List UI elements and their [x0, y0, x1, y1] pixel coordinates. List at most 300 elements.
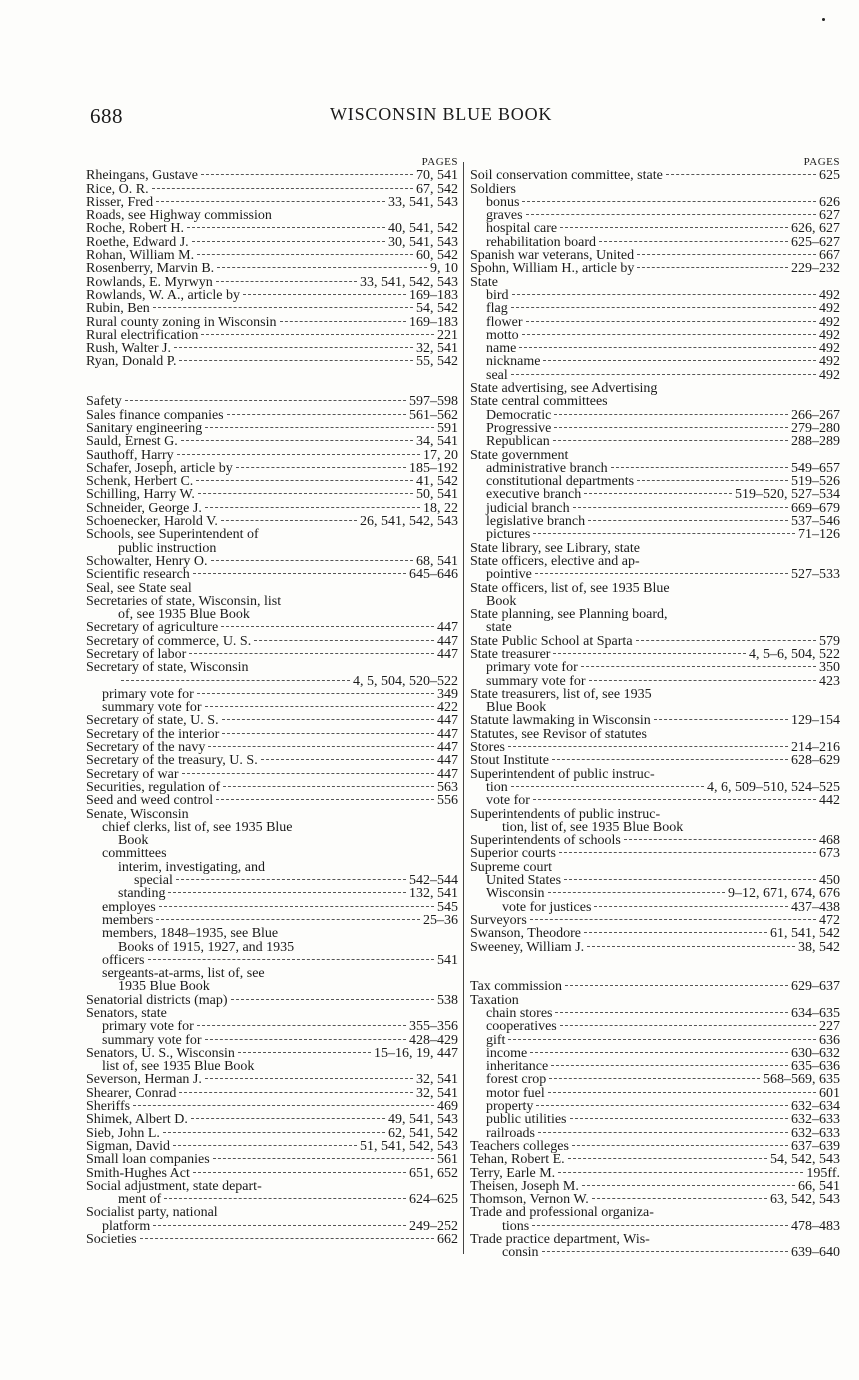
dot-leader	[164, 1198, 406, 1199]
entry-pages: 40, 541, 542	[388, 222, 458, 236]
dot-leader	[153, 1225, 406, 1226]
entry-pages: 66, 541	[798, 1179, 840, 1194]
entry-pages: 55, 542	[416, 355, 458, 369]
entry-term: Schoenecker, Harold V.	[86, 515, 218, 529]
column-divider	[463, 162, 464, 1254]
index-entry	[86, 1127, 458, 1140]
entry-list	[470, 169, 840, 1259]
dot-leader	[205, 507, 420, 508]
index-entry	[470, 808, 840, 821]
entry-term: pointive	[486, 568, 532, 582]
entry-pages: 18, 22	[423, 501, 458, 516]
dot-leader	[654, 719, 788, 720]
index-entry	[86, 954, 458, 967]
dot-leader	[261, 759, 434, 760]
entry-pages: 51, 541, 542, 543	[360, 1139, 458, 1154]
entry-pages: 492	[819, 368, 840, 383]
entry-pages: 442	[819, 794, 840, 808]
entry-pages: 25–36	[423, 913, 458, 928]
entry-term: Book	[118, 834, 149, 848]
dot-leader	[197, 1025, 406, 1026]
dot-leader	[548, 892, 725, 893]
section-gap	[86, 369, 458, 396]
entry-term: Statute lawmaking in Wisconsin	[470, 714, 651, 728]
entry-term: nickname	[486, 355, 541, 369]
entry-pages: 229–232	[791, 262, 840, 276]
dot-leader	[526, 321, 816, 322]
entry-term: Surveyors	[470, 913, 527, 928]
entry-term: employes	[102, 900, 156, 914]
index-entry	[86, 302, 458, 315]
dot-leader	[584, 493, 732, 494]
entry-term: flower	[486, 315, 523, 329]
entry-pages: 469	[437, 1100, 458, 1114]
entry-pages: 519–520, 527–534	[735, 488, 840, 502]
entry-term: platform	[102, 1219, 151, 1234]
entry-pages: 673	[819, 847, 840, 861]
index-column-left	[86, 156, 458, 1246]
entry-pages: 651, 652	[409, 1166, 458, 1180]
entry-term: sergeants-at-arms, list of, see	[102, 967, 265, 981]
entry-pages: 630–632	[791, 1046, 840, 1061]
index-entry	[86, 847, 458, 860]
entry-term: Blue Book	[486, 701, 547, 715]
entry-pages: 437–438	[791, 900, 840, 914]
index-entry	[470, 1020, 840, 1033]
entry-term: primary vote for	[102, 687, 194, 702]
entry-pages: 49, 541, 543	[388, 1113, 458, 1127]
index-entry	[86, 967, 458, 980]
entry-term: Secretary of state, U. S.	[86, 714, 219, 728]
entry-pages: 288–289	[791, 435, 840, 449]
index-entry	[86, 728, 458, 741]
dot-leader	[173, 1145, 357, 1146]
index-entry	[86, 555, 458, 568]
entry-term: Schafer, Joseph, article by	[86, 461, 233, 476]
entry-term: bonus	[486, 195, 520, 210]
entry-term: flag	[486, 302, 508, 316]
entry-term: constitutional departments	[486, 475, 635, 489]
entry-pages: 26, 541, 542, 543	[360, 515, 458, 529]
index-entry	[86, 688, 458, 701]
dot-leader	[163, 1132, 385, 1133]
index-entry	[86, 608, 458, 621]
entry-term: legislative branch	[486, 515, 586, 529]
index-entry	[86, 582, 458, 595]
dot-leader	[217, 267, 427, 268]
entry-pages: 492	[819, 302, 840, 316]
entry-term: cooperatives	[486, 1020, 557, 1034]
index-entry	[86, 927, 458, 940]
dot-leader	[533, 799, 816, 800]
index-entry	[86, 1167, 458, 1180]
entry-term: Societies	[86, 1233, 137, 1247]
index-entry	[86, 980, 458, 993]
entry-pages: 68, 541	[416, 554, 458, 569]
index-entry	[470, 289, 840, 302]
dot-leader	[624, 839, 816, 840]
dot-leader	[174, 347, 413, 348]
index-entry	[470, 768, 840, 781]
entry-pages: 195ff.	[806, 1166, 840, 1180]
entry-term: Small loan companies	[86, 1153, 210, 1167]
index-entry	[86, 701, 458, 714]
entry-term: Seal, see State seal	[86, 581, 192, 595]
dot-leader	[216, 799, 434, 800]
entry-term: inheritance	[486, 1060, 549, 1074]
entry-pages: 9–12, 671, 674, 676	[728, 887, 840, 901]
index-entry	[470, 621, 840, 634]
dot-leader	[551, 1065, 788, 1066]
entry-term: tion	[486, 780, 508, 795]
entry-term: hospital care	[486, 222, 558, 236]
dot-leader	[211, 560, 413, 561]
section-gap	[470, 954, 840, 981]
dot-leader	[553, 653, 746, 654]
entry-pages: 492	[819, 355, 840, 369]
dot-leader	[538, 1132, 788, 1133]
entry-pages: 71–126	[798, 528, 840, 542]
entry-term: Progressive	[486, 421, 552, 436]
dot-leader	[236, 467, 406, 468]
entry-term: vote for	[486, 794, 530, 808]
entry-term: summary vote for	[102, 701, 202, 715]
entry-term: Wisconsin	[486, 887, 545, 901]
dot-leader	[227, 414, 406, 415]
entry-term: Soldiers	[470, 182, 516, 196]
index-entry	[470, 395, 840, 408]
entry-pages: 15–16, 19, 447	[374, 1046, 458, 1061]
index-entry	[86, 568, 458, 581]
entry-term: Rowlands, E. Myrwyn	[86, 275, 213, 289]
dot-leader	[636, 640, 816, 641]
index-entry	[470, 316, 840, 329]
index-entry	[470, 648, 840, 661]
entry-term: motor fuel	[486, 1086, 545, 1101]
entry-pages: 556	[437, 794, 458, 808]
dot-leader	[542, 1251, 788, 1252]
index-entry	[86, 395, 458, 408]
entry-term: Rubin, Ben	[86, 302, 150, 316]
dot-leader	[221, 520, 357, 521]
dot-leader	[512, 294, 816, 295]
dot-leader	[570, 1118, 789, 1119]
entry-term: Schenk, Herbert C.	[86, 475, 194, 489]
entry-term: rehabilitation board	[486, 235, 597, 250]
dot-leader	[637, 254, 816, 255]
entry-term: Schilling, Harry W.	[86, 488, 195, 502]
entry-term: Sheriffs	[86, 1100, 131, 1114]
index-entry	[470, 502, 840, 515]
index-entry	[470, 1060, 840, 1073]
dot-leader	[213, 1158, 434, 1159]
entry-term: State advertising, see Advertising	[470, 382, 658, 396]
entry-term: State officers, list of, see 1935 Blue	[470, 581, 670, 595]
index-entry	[470, 435, 840, 448]
index-entry	[470, 342, 840, 355]
entry-pages: 33, 541, 542, 543	[360, 275, 458, 289]
entry-term: Spanish war veterans, United	[470, 249, 635, 263]
index-entry	[470, 1233, 840, 1246]
entry-pages: 626, 627	[791, 222, 840, 236]
dot-leader	[205, 706, 434, 707]
dot-leader	[140, 1238, 434, 1239]
dot-leader	[587, 946, 795, 947]
index-entry	[470, 183, 840, 196]
entry-term: members	[102, 913, 154, 928]
index-entry	[470, 169, 840, 182]
entry-pages: 447	[437, 727, 458, 742]
dot-leader	[560, 1025, 816, 1026]
entry-pages: 61, 541, 542	[770, 927, 840, 941]
dot-leader	[637, 267, 788, 268]
entry-term: Senate, Wisconsin	[86, 807, 189, 821]
dot-leader	[182, 773, 434, 774]
index-entry	[470, 688, 840, 701]
index-entry	[470, 834, 840, 847]
entry-term: Tehan, Robert E.	[470, 1153, 565, 1167]
dot-leader	[584, 932, 767, 933]
index-entry	[86, 661, 458, 674]
dot-leader	[536, 1105, 788, 1106]
index-entry	[86, 1220, 458, 1233]
entry-pages: 350	[819, 661, 840, 675]
entry-term: Rural electrification	[86, 328, 199, 343]
entry-term: Shimek, Albert D.	[86, 1113, 188, 1127]
entry-term: public utilities	[486, 1113, 567, 1127]
dot-leader	[522, 201, 816, 202]
dot-leader	[594, 906, 788, 907]
dot-leader	[599, 241, 788, 242]
entry-pages: 34, 541	[416, 435, 458, 449]
entry-pages: 169–183	[409, 288, 458, 303]
entry-term: standing	[118, 887, 166, 901]
entry-pages: 249–252	[409, 1219, 458, 1234]
dot-leader	[530, 1052, 788, 1053]
index-entry	[470, 941, 840, 954]
dot-leader	[508, 746, 788, 747]
entry-term: seal	[486, 368, 508, 383]
entry-term: summary vote for	[102, 1033, 202, 1047]
entry-pages: 428–429	[409, 1033, 458, 1047]
entry-term: State government	[470, 448, 569, 462]
entry-term: Senatorial districts (map)	[86, 993, 228, 1007]
entry-pages: 17, 20	[423, 448, 458, 462]
entry-term: Sanitary engineering	[86, 421, 203, 436]
entry-term: Schowalter, Henry O.	[86, 554, 208, 569]
dot-leader	[197, 254, 413, 255]
index-entry	[86, 1060, 458, 1073]
entry-pages: 32, 541	[416, 1073, 458, 1087]
index-entry	[470, 887, 840, 900]
entry-term: forest crop	[486, 1073, 547, 1087]
entry-term: Soil conservation committee, state	[470, 169, 663, 183]
index-entry	[86, 515, 458, 528]
index-entry	[86, 808, 458, 821]
entry-term: Spohn, William H., article by	[470, 262, 635, 276]
entry-term: Teachers colleges	[470, 1139, 569, 1154]
index-entry	[86, 1233, 458, 1246]
index-entry	[470, 382, 840, 395]
index-entry	[86, 528, 458, 541]
entry-pages: 447	[437, 741, 458, 755]
entry-term: State central committees	[470, 395, 608, 409]
index-entry	[470, 701, 840, 714]
entry-pages: 561	[437, 1153, 458, 1167]
dot-leader	[588, 520, 788, 521]
entry-pages: 545	[437, 900, 458, 914]
entry-term: bird	[486, 288, 509, 303]
index-entry	[470, 329, 840, 342]
dot-leader	[611, 467, 788, 468]
entry-term: Books of 1915, 1927, and 1935	[118, 940, 295, 954]
entry-pages: 601	[819, 1086, 840, 1101]
entry-pages: 632–633	[791, 1126, 840, 1140]
dot-leader	[121, 680, 350, 681]
entry-term: committees	[102, 847, 167, 861]
dot-leader	[560, 227, 788, 228]
entry-pages: 645–646	[409, 568, 458, 582]
entry-term: Theisen, Joseph M.	[470, 1179, 579, 1194]
index-entry	[470, 754, 840, 767]
entry-term: graves	[486, 209, 523, 223]
entry-term: Rural county zoning in Wisconsin	[86, 315, 277, 329]
index-entry	[470, 608, 840, 621]
index-entry	[86, 196, 458, 209]
page-number: 688	[90, 104, 123, 128]
entry-term: tions	[502, 1219, 530, 1234]
entry-term: Rheingans, Gustave	[86, 169, 198, 183]
entry-pages: 636	[819, 1033, 840, 1047]
entry-pages: 266–267	[791, 408, 840, 422]
entry-pages: 129–154	[791, 714, 840, 728]
index-entry	[86, 1047, 458, 1060]
entry-pages: 422	[437, 701, 458, 715]
entry-pages: 669–679	[791, 501, 840, 516]
index-entry	[86, 183, 458, 196]
index-entry	[86, 329, 458, 342]
index-entry	[86, 941, 458, 954]
index-entry	[470, 1153, 840, 1166]
dot-leader	[179, 360, 413, 361]
dot-leader	[177, 454, 420, 455]
entry-term: Scientific research	[86, 568, 190, 582]
entry-term: Stores	[470, 741, 505, 755]
entry-pages: 349	[437, 687, 458, 702]
dot-leader	[205, 1078, 413, 1079]
entry-term: judicial branch	[486, 501, 570, 516]
entry-term: motto	[486, 328, 519, 343]
entry-term: State treasurer	[470, 647, 551, 662]
entry-term: Rosenberry, Marvin B.	[86, 262, 215, 276]
dot-leader	[526, 214, 816, 215]
index-entry	[470, 1220, 840, 1233]
entry-term: Taxation	[470, 993, 519, 1007]
entry-pages: 629–637	[791, 980, 840, 994]
entry-term: Secretary of commerce, U. S.	[86, 634, 252, 648]
entry-pages: 568–569, 635	[763, 1073, 840, 1087]
dot-leader	[554, 427, 788, 428]
entry-pages: 538	[437, 993, 458, 1007]
index-entry	[86, 1140, 458, 1153]
dot-leader	[193, 1172, 406, 1173]
entry-pages: 637–639	[791, 1139, 840, 1154]
index-entry	[470, 1206, 840, 1219]
index-entry	[470, 595, 840, 608]
index-entry	[470, 1193, 840, 1206]
index-entry	[86, 595, 458, 608]
entry-term: consin	[502, 1246, 539, 1260]
entry-pages: 626	[819, 195, 840, 210]
entry-pages: 32, 541	[416, 1086, 458, 1101]
index-entry	[470, 781, 840, 794]
entry-pages: 63, 542, 543	[770, 1193, 840, 1207]
entry-pages: 628–629	[791, 754, 840, 768]
index-entry	[470, 568, 840, 581]
entry-term: Senators, state	[86, 1007, 167, 1021]
entry-term: Senators, U. S., Wisconsin	[86, 1046, 235, 1061]
entry-pages: 70, 541	[416, 169, 458, 183]
entry-pages: 579	[819, 634, 840, 648]
index-entry	[470, 1180, 840, 1193]
index-entry	[86, 249, 458, 262]
entry-pages: 662	[437, 1233, 458, 1247]
entry-pages: 527–533	[791, 568, 840, 582]
entry-term: Smith-Hughes Act	[86, 1166, 190, 1180]
entry-term: summary vote for	[486, 674, 586, 688]
dot-leader	[208, 746, 434, 747]
index-entry	[470, 1113, 840, 1126]
dot-leader	[568, 1158, 767, 1159]
entry-term: pictures	[486, 528, 531, 542]
dot-leader	[532, 1225, 788, 1226]
dot-leader	[216, 281, 357, 282]
index-entry	[470, 741, 840, 754]
index-entry	[86, 887, 458, 900]
index-entry	[86, 409, 458, 422]
index-entry	[470, 861, 840, 874]
entry-term: Shearer, Conrad	[86, 1086, 177, 1101]
index-entry	[86, 542, 458, 555]
index-entry	[86, 422, 458, 435]
dot-leader	[189, 653, 434, 654]
dot-leader	[238, 1052, 371, 1053]
dot-leader	[133, 1105, 434, 1106]
entry-pages: 472	[819, 913, 840, 928]
entry-pages: 450	[819, 874, 840, 888]
index-entry	[470, 222, 840, 235]
scan-speck	[822, 18, 825, 21]
entry-term: Trade practice department, Wis-	[470, 1233, 650, 1247]
entry-term: Sauthoff, Harry	[86, 448, 174, 462]
index-entry	[470, 422, 840, 435]
index-entry	[86, 1020, 458, 1033]
entry-term: Swanson, Theodore	[470, 927, 581, 941]
index-entry	[470, 675, 840, 688]
entry-pages: 624–625	[409, 1193, 458, 1207]
index-entry	[470, 635, 840, 648]
index-entry	[86, 262, 458, 275]
entry-term: primary vote for	[102, 1020, 194, 1034]
index-entry	[470, 1073, 840, 1086]
index-entry	[86, 635, 458, 648]
index-entry	[86, 914, 458, 927]
entry-pages: 447	[437, 621, 458, 635]
dot-leader	[519, 347, 816, 348]
index-entry	[470, 276, 840, 289]
entry-term: Superior courts	[470, 847, 556, 861]
entry-term: Seed and weed control	[86, 794, 214, 808]
